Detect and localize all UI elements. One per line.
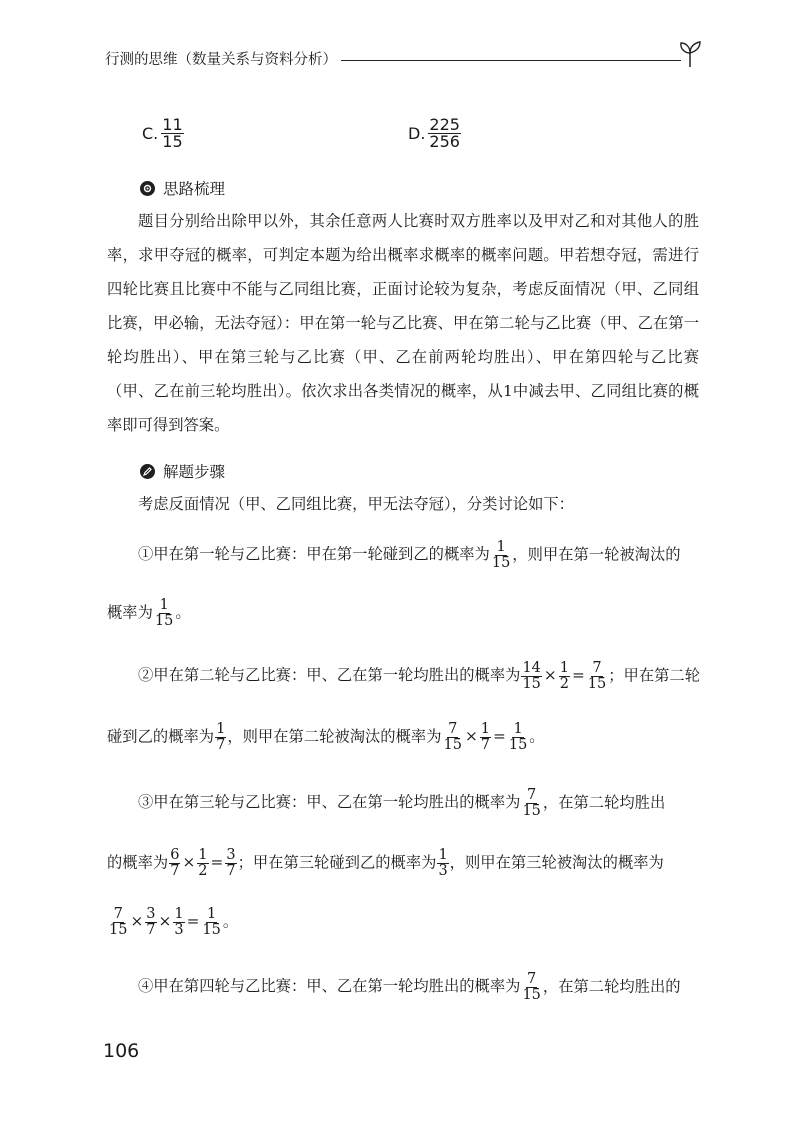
numerator: 11 <box>162 115 183 134</box>
times-symbol: × <box>130 912 144 931</box>
step-text: 。 <box>222 912 239 931</box>
numerator: 3 <box>146 906 156 922</box>
numerator: 1 <box>207 906 217 922</box>
denominator: 15 <box>154 612 174 629</box>
times-symbol: × <box>464 727 478 746</box>
sprout-icon <box>677 40 703 68</box>
fraction <box>215 722 226 753</box>
denominator: 15 <box>202 921 221 938</box>
numerator: 225 <box>429 115 460 134</box>
section-title: 解题步骤 <box>163 463 226 481</box>
denominator: 15 <box>443 736 462 753</box>
option-c-label: C. <box>142 124 159 144</box>
times-symbol: × <box>158 912 172 931</box>
fraction <box>169 848 180 879</box>
fraction <box>491 540 511 571</box>
numerator: 1 <box>174 906 184 922</box>
denominator: 7 <box>480 736 491 753</box>
gear-icon <box>140 181 155 196</box>
numerator: 7 <box>527 971 537 987</box>
step-text: 概率为 <box>107 603 153 622</box>
fraction <box>480 722 491 753</box>
fraction <box>201 907 221 938</box>
denominator: 3 <box>174 921 184 938</box>
option-c-fraction <box>161 117 183 151</box>
times-symbol: × <box>182 853 196 872</box>
fraction <box>508 722 528 753</box>
denominator: 15 <box>522 802 541 819</box>
step-1-line-2 <box>107 598 702 629</box>
times-symbol: × <box>543 666 557 685</box>
intro-text: 考虑反面情况（甲、乙同组比赛，甲无法夺冠），分类讨论如下： <box>138 495 574 513</box>
step-text: 。 <box>175 603 191 622</box>
step-text: 。 <box>529 727 545 746</box>
fraction <box>559 661 570 692</box>
denominator: 15 <box>522 986 541 1003</box>
denominator: 15 <box>162 132 183 152</box>
option-c <box>142 117 185 151</box>
fraction <box>197 848 208 879</box>
step-text: ②甲在第二轮与乙比赛：甲、乙在第一轮均胜出的概率为 <box>138 666 521 685</box>
analysis-text <box>107 204 699 442</box>
fraction <box>521 788 541 819</box>
denominator: 7 <box>226 862 236 879</box>
step-text: ；甲在第二轮 <box>608 666 701 685</box>
step-text: ；甲在第三轮碰到乙的概率为 <box>237 853 437 872</box>
denominator: 15 <box>491 554 511 571</box>
step-text: ，则甲在第一轮被淘汰的 <box>512 545 681 564</box>
numerator: 1 <box>159 597 169 613</box>
header-title: 行测的思维（数量关系与资料分析） <box>105 52 337 68</box>
numerator: 1 <box>480 721 491 737</box>
steps-intro <box>107 492 702 514</box>
denominator: 2 <box>559 675 569 692</box>
step-2-line-1 <box>107 661 702 692</box>
numerator: 1 <box>513 721 523 737</box>
denominator: 7 <box>170 862 180 879</box>
denominator: 15 <box>508 736 528 753</box>
step-text: ④甲在第四轮与乙比赛：甲、乙在第一轮均胜出的概率为 <box>138 977 521 996</box>
option-d <box>408 117 462 151</box>
numerator: 14 <box>522 660 541 676</box>
numerator: 3 <box>226 847 236 863</box>
step-4-line-1 <box>107 972 702 1003</box>
step-text: ，则甲在第三轮被淘汰的概率为 <box>449 853 664 872</box>
denominator: 7 <box>146 921 156 938</box>
equals-symbol: = <box>186 912 200 931</box>
pen-icon <box>140 464 155 479</box>
step-3-line-2 <box>107 848 702 879</box>
fraction <box>145 907 156 938</box>
equals-symbol: = <box>571 666 585 685</box>
fraction <box>225 848 236 879</box>
numerator: 1 <box>198 847 208 863</box>
option-d-label: D. <box>408 124 426 144</box>
numerator: 7 <box>113 906 123 922</box>
step-text: ，在第二轮均胜出的 <box>542 977 681 996</box>
step-text: ，则甲在第二轮被淘汰的概率为 <box>227 727 442 746</box>
option-d-fraction <box>428 117 461 151</box>
equals-symbol: = <box>493 727 506 746</box>
step-text: 的概率为 <box>107 853 169 872</box>
section-heading-analysis <box>140 177 225 199</box>
denominator: 15 <box>587 675 607 692</box>
fraction <box>443 722 463 753</box>
denominator: 15 <box>109 921 128 938</box>
denominator: 256 <box>429 132 460 152</box>
fraction <box>521 972 541 1003</box>
step-text: 碰到乙的概率为 <box>107 727 215 746</box>
section-heading-steps <box>140 460 225 482</box>
step-text: ，在第二轮均胜出 <box>542 793 666 812</box>
numerator: 1 <box>496 539 506 555</box>
fraction <box>437 848 448 879</box>
equals-symbol: = <box>210 853 224 872</box>
step-2-line-2 <box>107 722 702 753</box>
step-text: ①甲在第一轮与乙比赛：甲在第一轮碰到乙的概率为 <box>138 545 490 564</box>
header-rule <box>341 60 681 61</box>
section-title: 思路梳理 <box>163 180 226 198</box>
numerator: 7 <box>527 787 537 803</box>
numerator: 7 <box>592 660 602 676</box>
numerator: 7 <box>448 721 458 737</box>
fraction <box>108 907 128 938</box>
denominator: 15 <box>522 675 541 692</box>
fraction <box>587 661 607 692</box>
denominator: 7 <box>216 736 226 753</box>
numerator: 1 <box>216 721 226 737</box>
step-text: ③甲在第三轮与乙比赛：甲、乙在第一轮均胜出的概率为 <box>138 793 521 812</box>
page-header <box>105 40 700 70</box>
fraction <box>173 907 184 938</box>
step-3-line-3 <box>107 907 702 938</box>
fraction <box>154 598 174 629</box>
step-1-line-1 <box>107 540 702 571</box>
numerator: 1 <box>438 847 448 863</box>
fraction <box>521 661 541 692</box>
numerator: 6 <box>170 847 180 863</box>
analysis-paragraph: 题目分别给出除甲以外，其余任意两人比赛时双方胜率以及甲对乙和对其他人的胜率，求甲夺冠的概率，可判定本题为给出概率求概率的概率问题。甲若想夺冠，需进行四轮比赛且比赛中不能与乙同组比赛，正面讨论较为复杂，考虑反面情况（甲、乙同组比赛，甲必输，无法夺冠）：甲在第一轮与乙比赛、甲在第二轮与乙比赛（甲、乙在第一轮均胜出）、甲在第三轮与乙比赛（甲、乙在前两轮均胜出）、甲在第四轮与乙比赛（甲、乙在前三轮均胜出）。依次求出各类情况的概率，从1中减去甲、乙同组比赛的概率即可得到答案。 <box>107 212 699 434</box>
denominator: 2 <box>198 862 208 879</box>
step-3-line-1 <box>107 788 702 819</box>
numerator: 1 <box>559 660 569 676</box>
page-number: 106 <box>103 1040 140 1062</box>
denominator: 3 <box>438 862 448 879</box>
